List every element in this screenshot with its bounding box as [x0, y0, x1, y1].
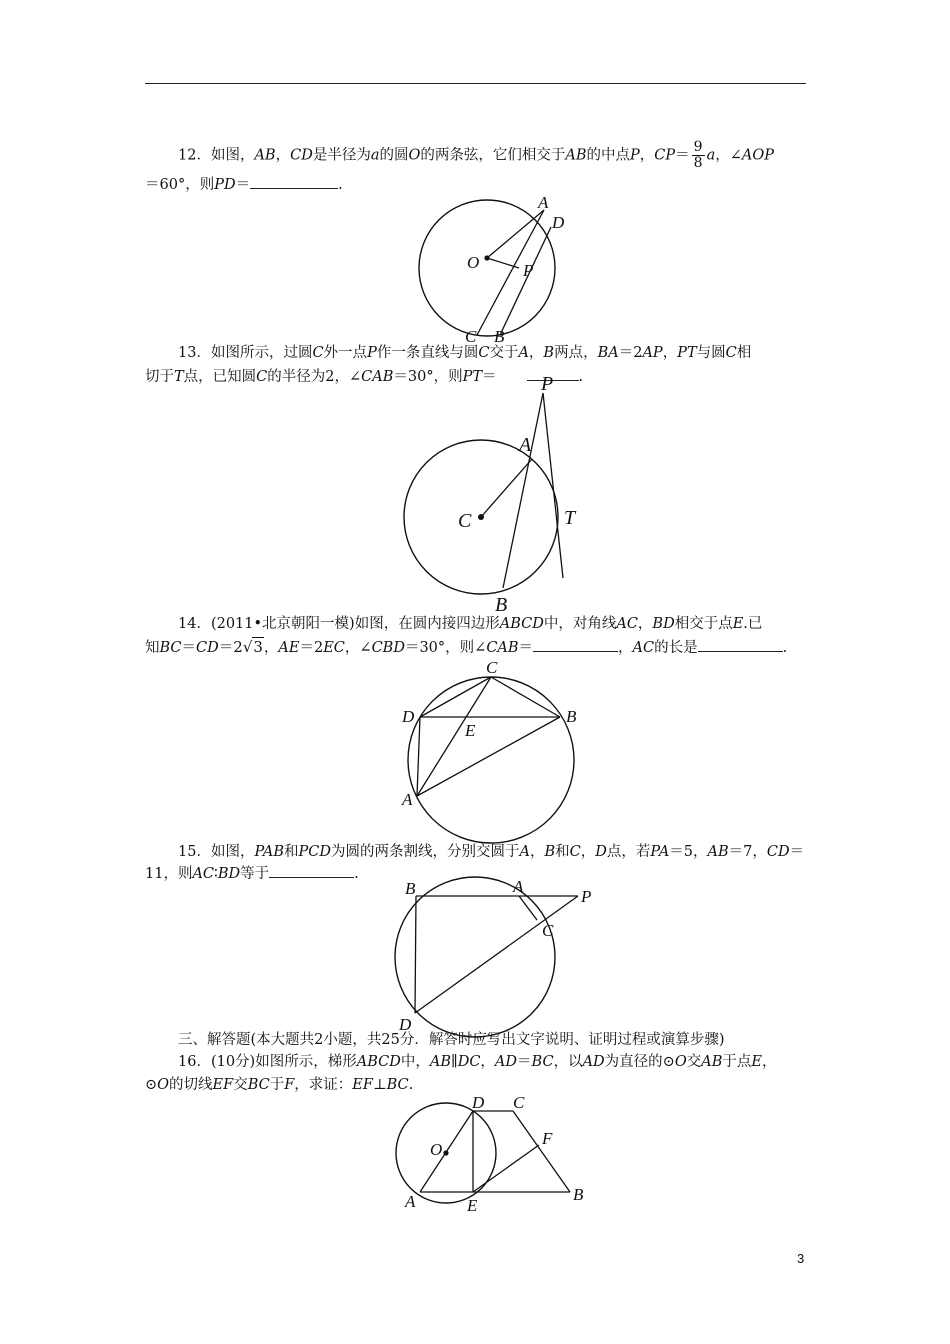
label-E: E: [465, 721, 476, 740]
q16-line1: 16．(10分)如图所示，梯形ABCD中，AB∥DC，AD＝BC，以AD为直径的⊙O交AB于点E，: [178, 1054, 777, 1070]
q14-line1: 14．(2011•北京朝阳一模)如图，在圆内接四边形ABCD中，对角线AC，BD相交于点E.已: [178, 616, 763, 632]
q15-line2: 11，则AC∶BD等于 .: [145, 863, 359, 884]
q12-line2: ＝60°，则PD＝ .: [145, 174, 343, 195]
answer-blank-q12[interactable]: [250, 174, 338, 189]
q13-line2: 切于T点，已知圆C的半径为2，∠CAB＝30°，则PT＝ .: [145, 366, 583, 387]
label-O: O: [430, 1140, 443, 1159]
label-B: B: [495, 594, 508, 616]
label-P: P: [541, 373, 554, 395]
figure-q13: [400, 375, 590, 620]
label-C: C: [486, 658, 498, 677]
label-D: D: [472, 1093, 485, 1112]
q13-line1: 13．如图所示，过圆C外一点P作一条直线与圆C交于A，B两点，BA＝2AP，PT与圆C相: [178, 345, 752, 361]
label-B: B: [494, 327, 505, 346]
label-C: C: [458, 510, 472, 532]
figure-q16: [393, 1088, 593, 1213]
figure-q14: [390, 655, 595, 850]
label-B: B: [573, 1185, 584, 1204]
label-T: T: [564, 507, 576, 529]
label-P: P: [581, 887, 592, 906]
label-B: B: [405, 879, 416, 898]
section-heading: 三、解答题(本大题共2小题，共25分．解答时应写出文字说明、证明过程或演算步骤): [178, 1032, 725, 1048]
label-A: A: [405, 1192, 416, 1211]
header-rule: [145, 83, 806, 84]
q12-line1: 12．如图，AB，CD是半径为a的圆O的两条弦，它们相交于AB的中点P，CP＝ $\frac{9}{8}$ a，∠AOP: [178, 139, 774, 171]
answer-blank-q14-angle[interactable]: [533, 637, 618, 652]
fraction-9-8: $\frac{9}{8}$: [693, 139, 703, 171]
label-A: A: [513, 877, 524, 896]
figure-q15: [383, 872, 613, 1037]
answer-blank-q14-length[interactable]: [698, 637, 783, 652]
label-C: C: [465, 327, 477, 346]
answer-blank-q15[interactable]: [269, 863, 354, 878]
label-C: C: [513, 1093, 525, 1112]
q16-line2: ⊙O的切线EF交BC于F，求证：EF⊥BC.: [145, 1077, 414, 1093]
figure-q12: [405, 190, 575, 350]
label-D: D: [552, 213, 565, 232]
label-D: D: [402, 707, 415, 726]
q15-line1: 15．如图，PAB和PCD为圆的两条割线，分别交圆于A，B和C，D点，若PA＝5，AB＝7，CD＝: [178, 844, 805, 860]
sqrt-expression: 2√3: [233, 638, 263, 656]
label-A: A: [538, 193, 549, 212]
label-P: P: [523, 261, 534, 280]
label-A: A: [402, 790, 413, 809]
page-number: 3: [797, 1251, 805, 1266]
label-D: D: [399, 1015, 412, 1034]
q14-line2: 知BC＝CD＝2√3，AE＝2EC，∠CBD＝30°，则∠CAB＝ ，AC的长是 .: [145, 638, 788, 656]
label-C: C: [542, 921, 554, 940]
label-A: A: [519, 434, 532, 456]
label-O: O: [467, 253, 480, 272]
label-B: B: [566, 707, 577, 726]
label-E: E: [467, 1196, 478, 1215]
label-F: F: [542, 1129, 553, 1148]
